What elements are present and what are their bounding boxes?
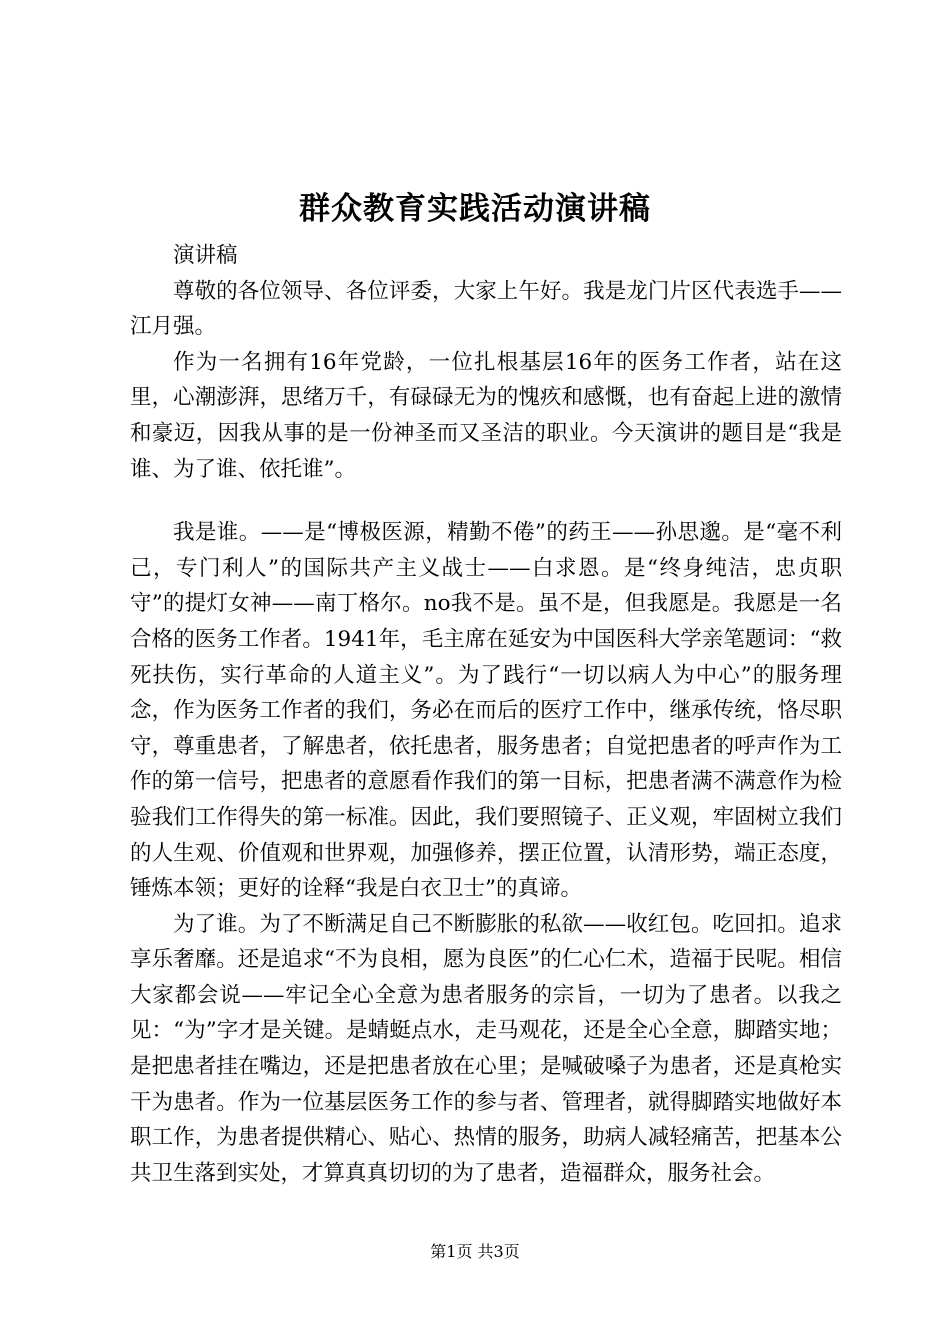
document-body xyxy=(130,238,842,1191)
paragraph-for-whom: 为了谁。为了不断满足自己不断膨胀的私欲——收红包。吃回扣。追求享乐奢靡。还是追求“不为良相，愿为良医”的仁心仁术，造福于民呢。相信大家都会说——牢记全心全意为患者服务的宗旨，一切为了患者。以我之见：“为”字才是关键。是蜻蜓点水，走马观花，还是全心全意，脚踏实地；是把患者挂在嘴边，还是把患者放在心里；是喊破嗓子为患者，还是真枪实干为患者。作为一位基层医务工作的参与者、管理者，就得脚踏实地做好本职工作，为患者提供精心、贴心、热情的服务，助病人减轻痛苦，把基本公共卫生落到实处，才算真真切切的为了患者，造福群众，服务社会。 xyxy=(130,911,842,1186)
paragraph-who-am-i: 我是谁。——是“博极医源，精勤不倦”的药王——孙思邈。是“毫不利己，专门利人”的国际共产主义战士——白求恩。是“终身纯洁，忠贞职守”的提灯女神——南丁格尔。no我不是。虽不是，但我愿是。我愿是一名合格的医务工作者。1941年，毛主席在延安为中国医科大学亲笔题词：“救死扶伤，实行革命的人道主义”。为了践行“一切以病人为中心”的服务理念，作为医务工作者的我们，务必在而后的医疗工作中，继承传统，恪尽职守，尊重患者，了解患者，依托患者，服务患者；自觉把患者的呼声作为工作的第一信号，把患者的意愿看作我们的第一目标，把患者满不满意作为检验我们工作得失的第一标准。因此，我们要照镜子、正义观，牢固树立我们的人生观、价值观和世界观，加强修养，摆正位置，认清形势，端正态度，锤炼本领；更好的诠释“我是白衣卫士”的真谛。 xyxy=(130,520,842,902)
paragraph-greeting: 尊敬的各位领导、各位评委，大家上午好。我是龙门片区代表选手——江月强。 xyxy=(130,278,842,340)
paragraph-heading: 演讲稿 xyxy=(173,243,238,268)
paragraph-introduction: 作为一名拥有16年党龄，一位扎根基层16年的医务工作者，站在这里，心潮澎湃，思绪万千，有碌碌无为的愧疚和感慨，也有奋起上进的激情和豪迈，因我从事的是一份神圣而又圣洁的职业。今天演讲的题目是“我是谁、为了谁、依托谁”。 xyxy=(130,349,842,482)
page-number-footer: 第1页 共3页 xyxy=(430,1242,520,1261)
document-title: 群众教育实践活动演讲稿 xyxy=(299,191,651,227)
paragraph-spacer xyxy=(130,487,842,515)
